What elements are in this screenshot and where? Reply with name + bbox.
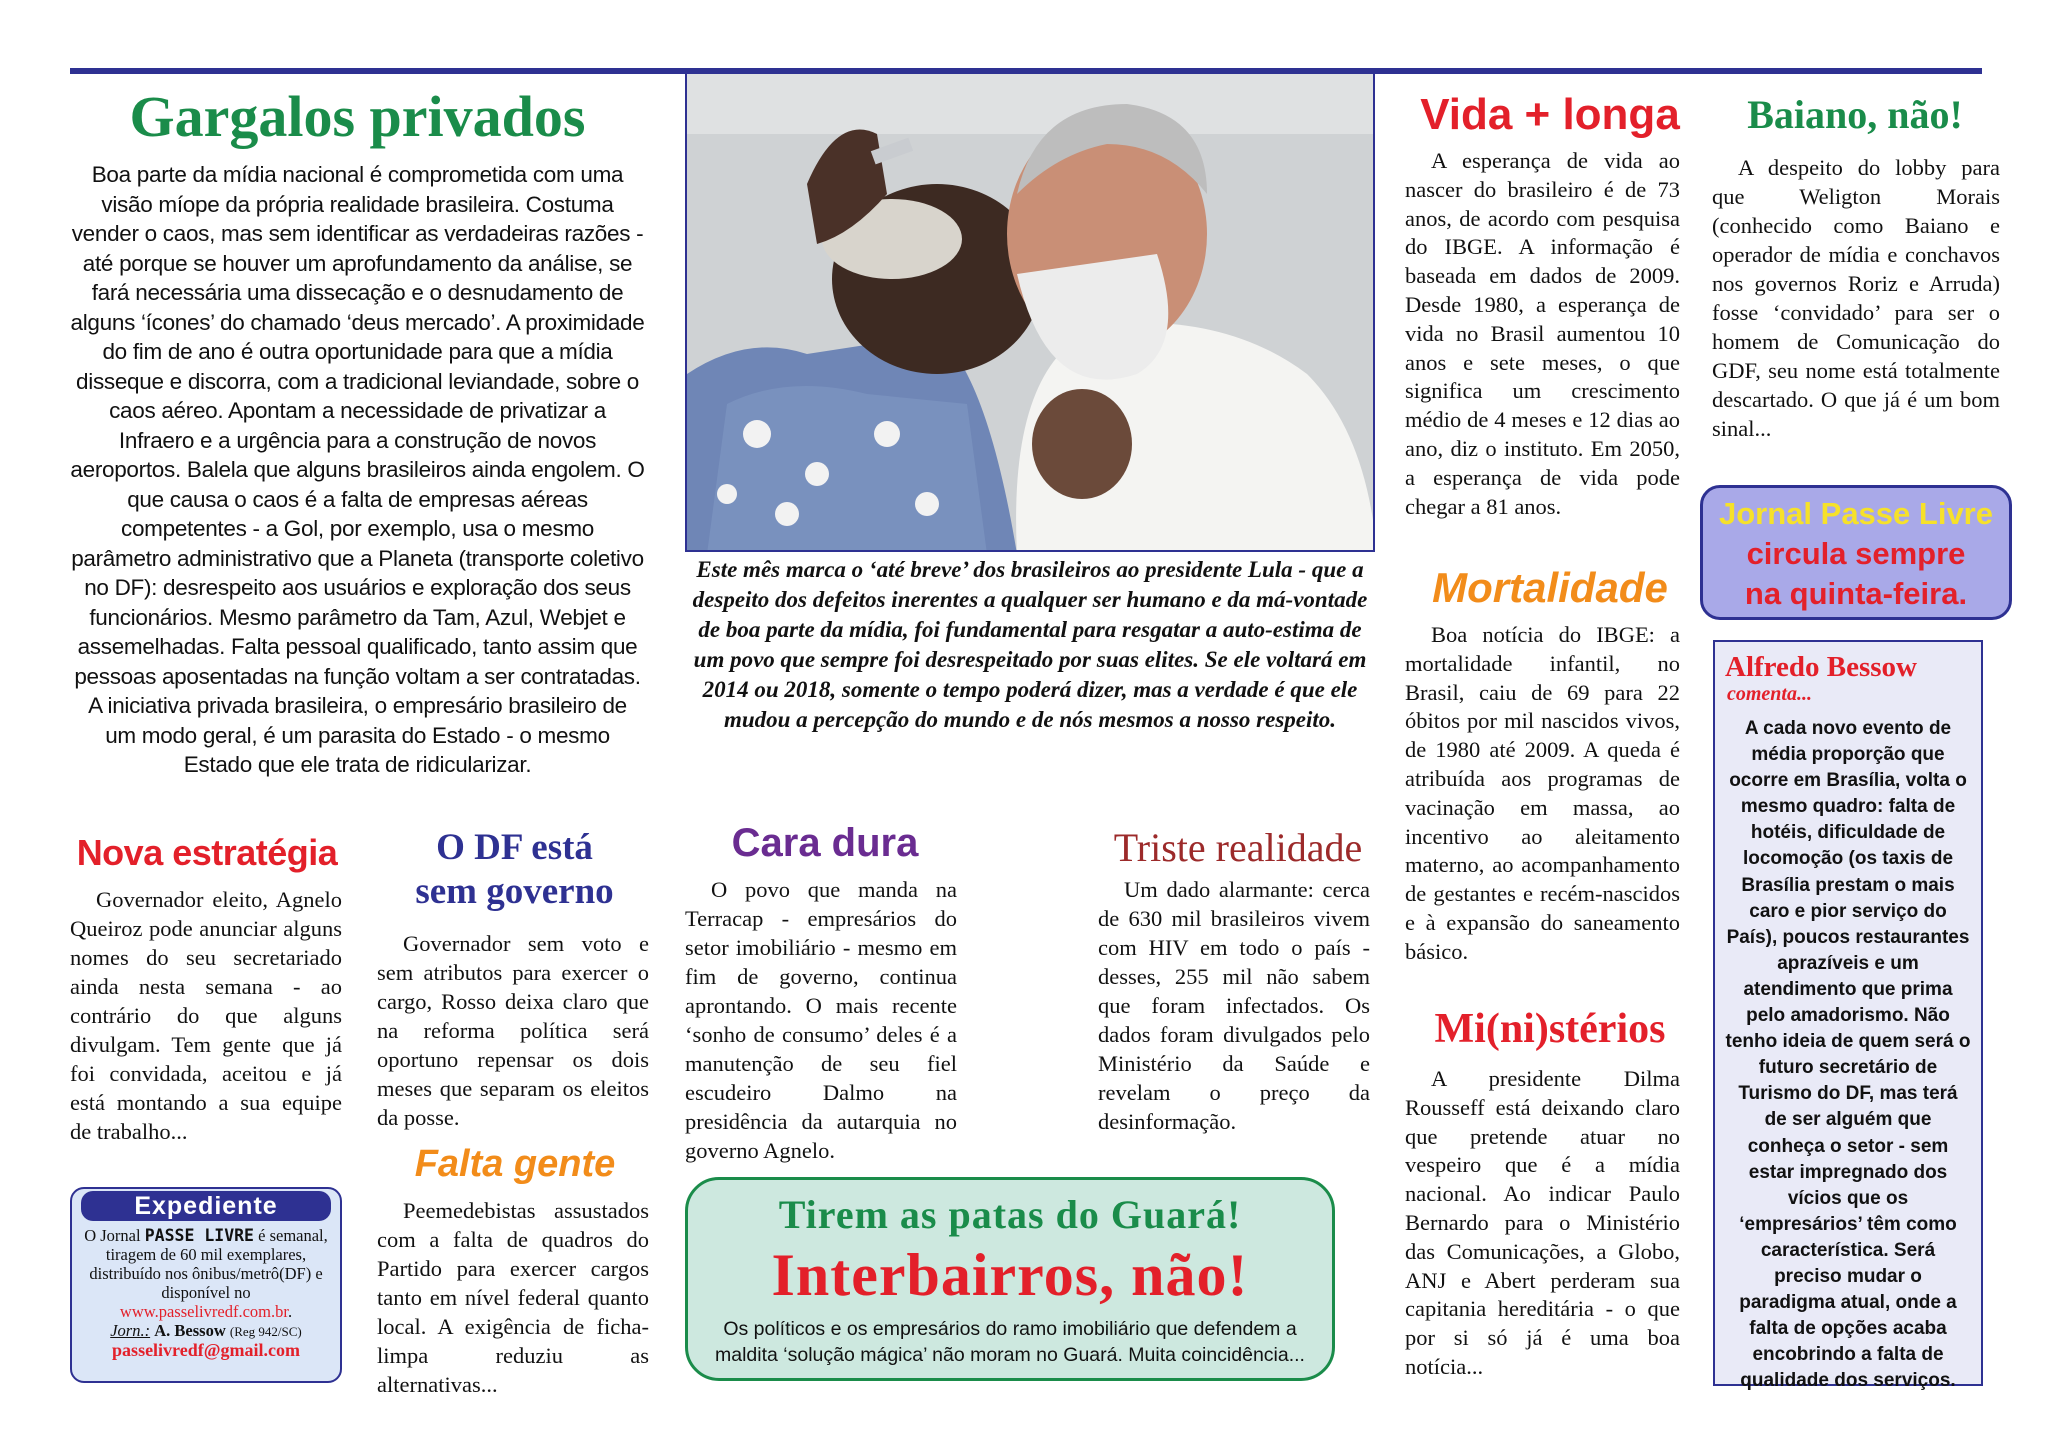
cara-body: O povo que manda na Terracap - empresários do setor imobiliário - mesmo em fim de governo, continua aprontando. O mais recente ‘sonho de consumo’ deles é a manutenção de seu fiel escudeiro Dalmo na presidência da autarquia no governo Agnelo. — [685, 877, 957, 1163]
gargalos-body: Boa parte da mídia nacional é comprometida com uma visão míope da própria realidade brasileira. Costuma vender o caos, mas sem identificar as verdadeiras razões - até porque se houver um aprofundamento da análise, se fará necessária uma dissecação e o desnudamento de alguns ‘ícones’ do chamado ‘deus mercado’. A proximidade do fim de ano é outra oportunidade para que a mídia disseque e discorra, com a tradicional leviandade, sobre o caos aéreo. Apontam a necessidade de privatizar a Infraero e a urgência para a construção de novos aeroportos. Balela que alguns brasileiros ainda engolem. O que causa o caos é a falta de empresas aéreas competentes - a Gol, por exemplo, usa o mesmo parâmetro administrativo que a Planeta (transporte coletivo no DF): desrespeito aos usuários e exploração dos seus funcionários. Mesmo parâmetro da Tam, Azul, Webjet e assemelhadas. Falta pessoal qualificado, tanto assim que pessoas aposentadas na função voltam a ser contratadas. A iniciativa privada brasileira, o empresário brasileiro de um modo geral, é um parasita do Estado - o mesmo Estado que ele trata de ridicularizar. — [70, 162, 645, 777]
df-body: Governador sem voto e sem atributos para exercer o cargo, Rosso deixa claro que na reforma política será oportuno repensar os dois meses que separam os eleitos da posse. — [377, 931, 649, 1130]
passe-livre-line1: Jornal Passe Livre — [1719, 496, 1993, 531]
falta-title: Falta gente — [414, 1143, 616, 1185]
baiano-title: Baiano, não! — [1747, 92, 1963, 137]
guara-banner — [685, 1177, 1335, 1381]
banner-line3: Os políticos e os empresários do ramo imobiliário que defendem a maldita ‘solução mágica’ não moram no Guará. Muita coincidência... — [715, 1318, 1305, 1366]
expediente-title: Expediente — [81, 1191, 331, 1221]
bessow-box — [1713, 640, 1983, 1392]
ministerios-title: Mi(ni)stérios — [1434, 1006, 1666, 1052]
expediente-desc: é semanal, tiragem de 60 mil exemplares, distribuído nos ônibus/metrô(DF) e disponível no — [89, 1226, 328, 1302]
falta-body: Peemedebistas assustados com a falta de quadros do Partido para exercer cargos tanto em nível federal quanto local. A exigência de ficha-limpa reduziu as alternativas... — [377, 1198, 649, 1397]
expediente-jorn-label: Jorn.: — [110, 1321, 151, 1340]
df-title — [372, 826, 657, 914]
expediente-text: O Jornal PASSE LIVRE é semanal, tiragem de 60 mil exemplares, distribuído nos ônibus/metrô(DF) e disponível no www.passelivredf.com.br. Jorn.: A. Bessow (Reg 942/SC) passelivredf@gmail.com — [84, 1226, 328, 1360]
bessow-body: A cada novo evento de média proporção que ocorre em Brasília, volta o mesmo quadro: falta de hotéis, dificuldade de locomoção (os taxis de Brasília prestam o mais caro e pior serviço do País), poucos restaurantes aprazíveis e um atendimento que prima pelo amadorismo. Não tenho ideia de quem será o futuro secretário de Turismo do DF, mas terá de ser alguém que conheça o setor - sem estar impregnado dos vícios que os ‘empresários’ têm como característica. Será preciso mudar o paradigma atual, onde a falta de opções acaba encobrindo a falta de qualidade dos serviços. — [1725, 718, 1971, 1392]
nova-title: Nova estratégia — [76, 832, 338, 873]
passe-livre-line3: na quinta-feira. — [1744, 576, 1968, 611]
photo-caption: Este mês marca o ‘até breve’ dos brasileiros ao presidente Lula - que a despeito dos defeitos inerentes a qualquer ser humano e da má-vontade de boa parte da mídia, foi fundamental para resgatar a auto-estima de um povo que sempre foi desrespeitado por suas elites. Se ele voltará em 2014 ou 2018, somente o tempo poderá dizer, mas a verdade é que ele mudou a percepção do mundo e de nós mesmos a nosso respeito. — [692, 557, 1368, 732]
triste-title: Triste realidade — [1113, 825, 1363, 870]
expediente-url[interactable]: www.passelivredf.com.br — [119, 1302, 288, 1321]
expediente-box — [70, 1187, 342, 1383]
vida-body: A esperança de vida ao nascer do brasileiro é de 73 anos, de acordo com pesquisa do IBGE. A informação é baseada em dados de 2009. Desde 1980, a esperança de vida no Brasil aumentou 10 anos e sete meses, o que significa um crescimento médio de 4 meses e 12 dias ao ano, diz o instituto. Em 2050, a esperança de vida pode chegar a 81 anos. — [1405, 148, 1680, 519]
photo-illustration — [687, 74, 1375, 552]
expediente-email[interactable]: passelivredf@gmail.com — [112, 1340, 300, 1360]
df-title-line2: sem governo — [415, 871, 614, 912]
cara-title: Cara dura — [731, 821, 919, 865]
expediente-pre: O Jornal — [84, 1226, 145, 1245]
df-title-line1: O DF está — [436, 827, 593, 868]
vida-title: Vida + longa — [1420, 90, 1680, 139]
banner-line2: Interbairros, não! — [771, 1242, 1249, 1308]
mortalidade-body: Boa notícia do IBGE: a mortalidade infantil, no Brasil, caiu de 69 para 22 óbitos por mil nascidos vivos, de 1980 até 2009. A queda é atribuída aos programas de vacinação em massa, ao incentivo ao aleitamento materno, ao acompanhamento de gestantes e recém-nascidos e à expansão do saneamento básico. — [1405, 622, 1680, 964]
mortalidade-title: Mortalidade — [1432, 564, 1668, 611]
passe-livre-box — [1700, 485, 2012, 620]
bessow-name: Alfredo Bessow — [1725, 651, 1917, 683]
bessow-comenta: comenta... — [1727, 683, 1812, 705]
triste-body: Um dado alarmante: cerca de 630 mil brasileiros vivem com HIV em todo o país - desses, 255 mil não sabem que foram infectados. Os dados foram divulgados pelo Ministério da Saúde e revelam o preço da desinformação. — [1098, 877, 1370, 1134]
ministerios-body: A presidente Dilma Rousseff está deixando claro que pretende atuar no vespeiro que é a mídia nacional. Ao indicar Paulo Bernardo para o Ministério das Comunicações, a Globo, ANJ e Abert perderam sua capitania hereditária - o que por si só já é uma boa notícia... — [1405, 1066, 1680, 1379]
expediente-name: PASSE LIVRE — [144, 1226, 254, 1245]
expediente-jorn-name: A. Bessow — [154, 1321, 226, 1340]
passe-livre-line2: circula sempre — [1746, 536, 1966, 571]
gargalos-title: Gargalos privados — [129, 84, 586, 149]
baiano-body: A despeito do lobby para que Weligton Morais (conhecido como Baiano e operador de mídia e conchavos nos governos Roriz e Arruda) fosse ‘convidado’ para ser o homem de Comunicação do GDF, seu nome está totalmente descartado. O que já é um bom sinal... — [1712, 155, 2000, 441]
lula-photo — [685, 72, 1375, 552]
expediente-reg: (Reg 942/SC) — [229, 1324, 302, 1339]
nova-body: Governador eleito, Agnelo Queiroz pode anunciar alguns nomes do seu secretariado ainda nesta semana - ao contrário do que alguns divulgam. Tem gente que já foi convidada, aceitou e já está montando a sua equipe de trabalho... — [70, 887, 342, 1144]
banner-line1: Tirem as patas do Guará! — [778, 1192, 1242, 1237]
